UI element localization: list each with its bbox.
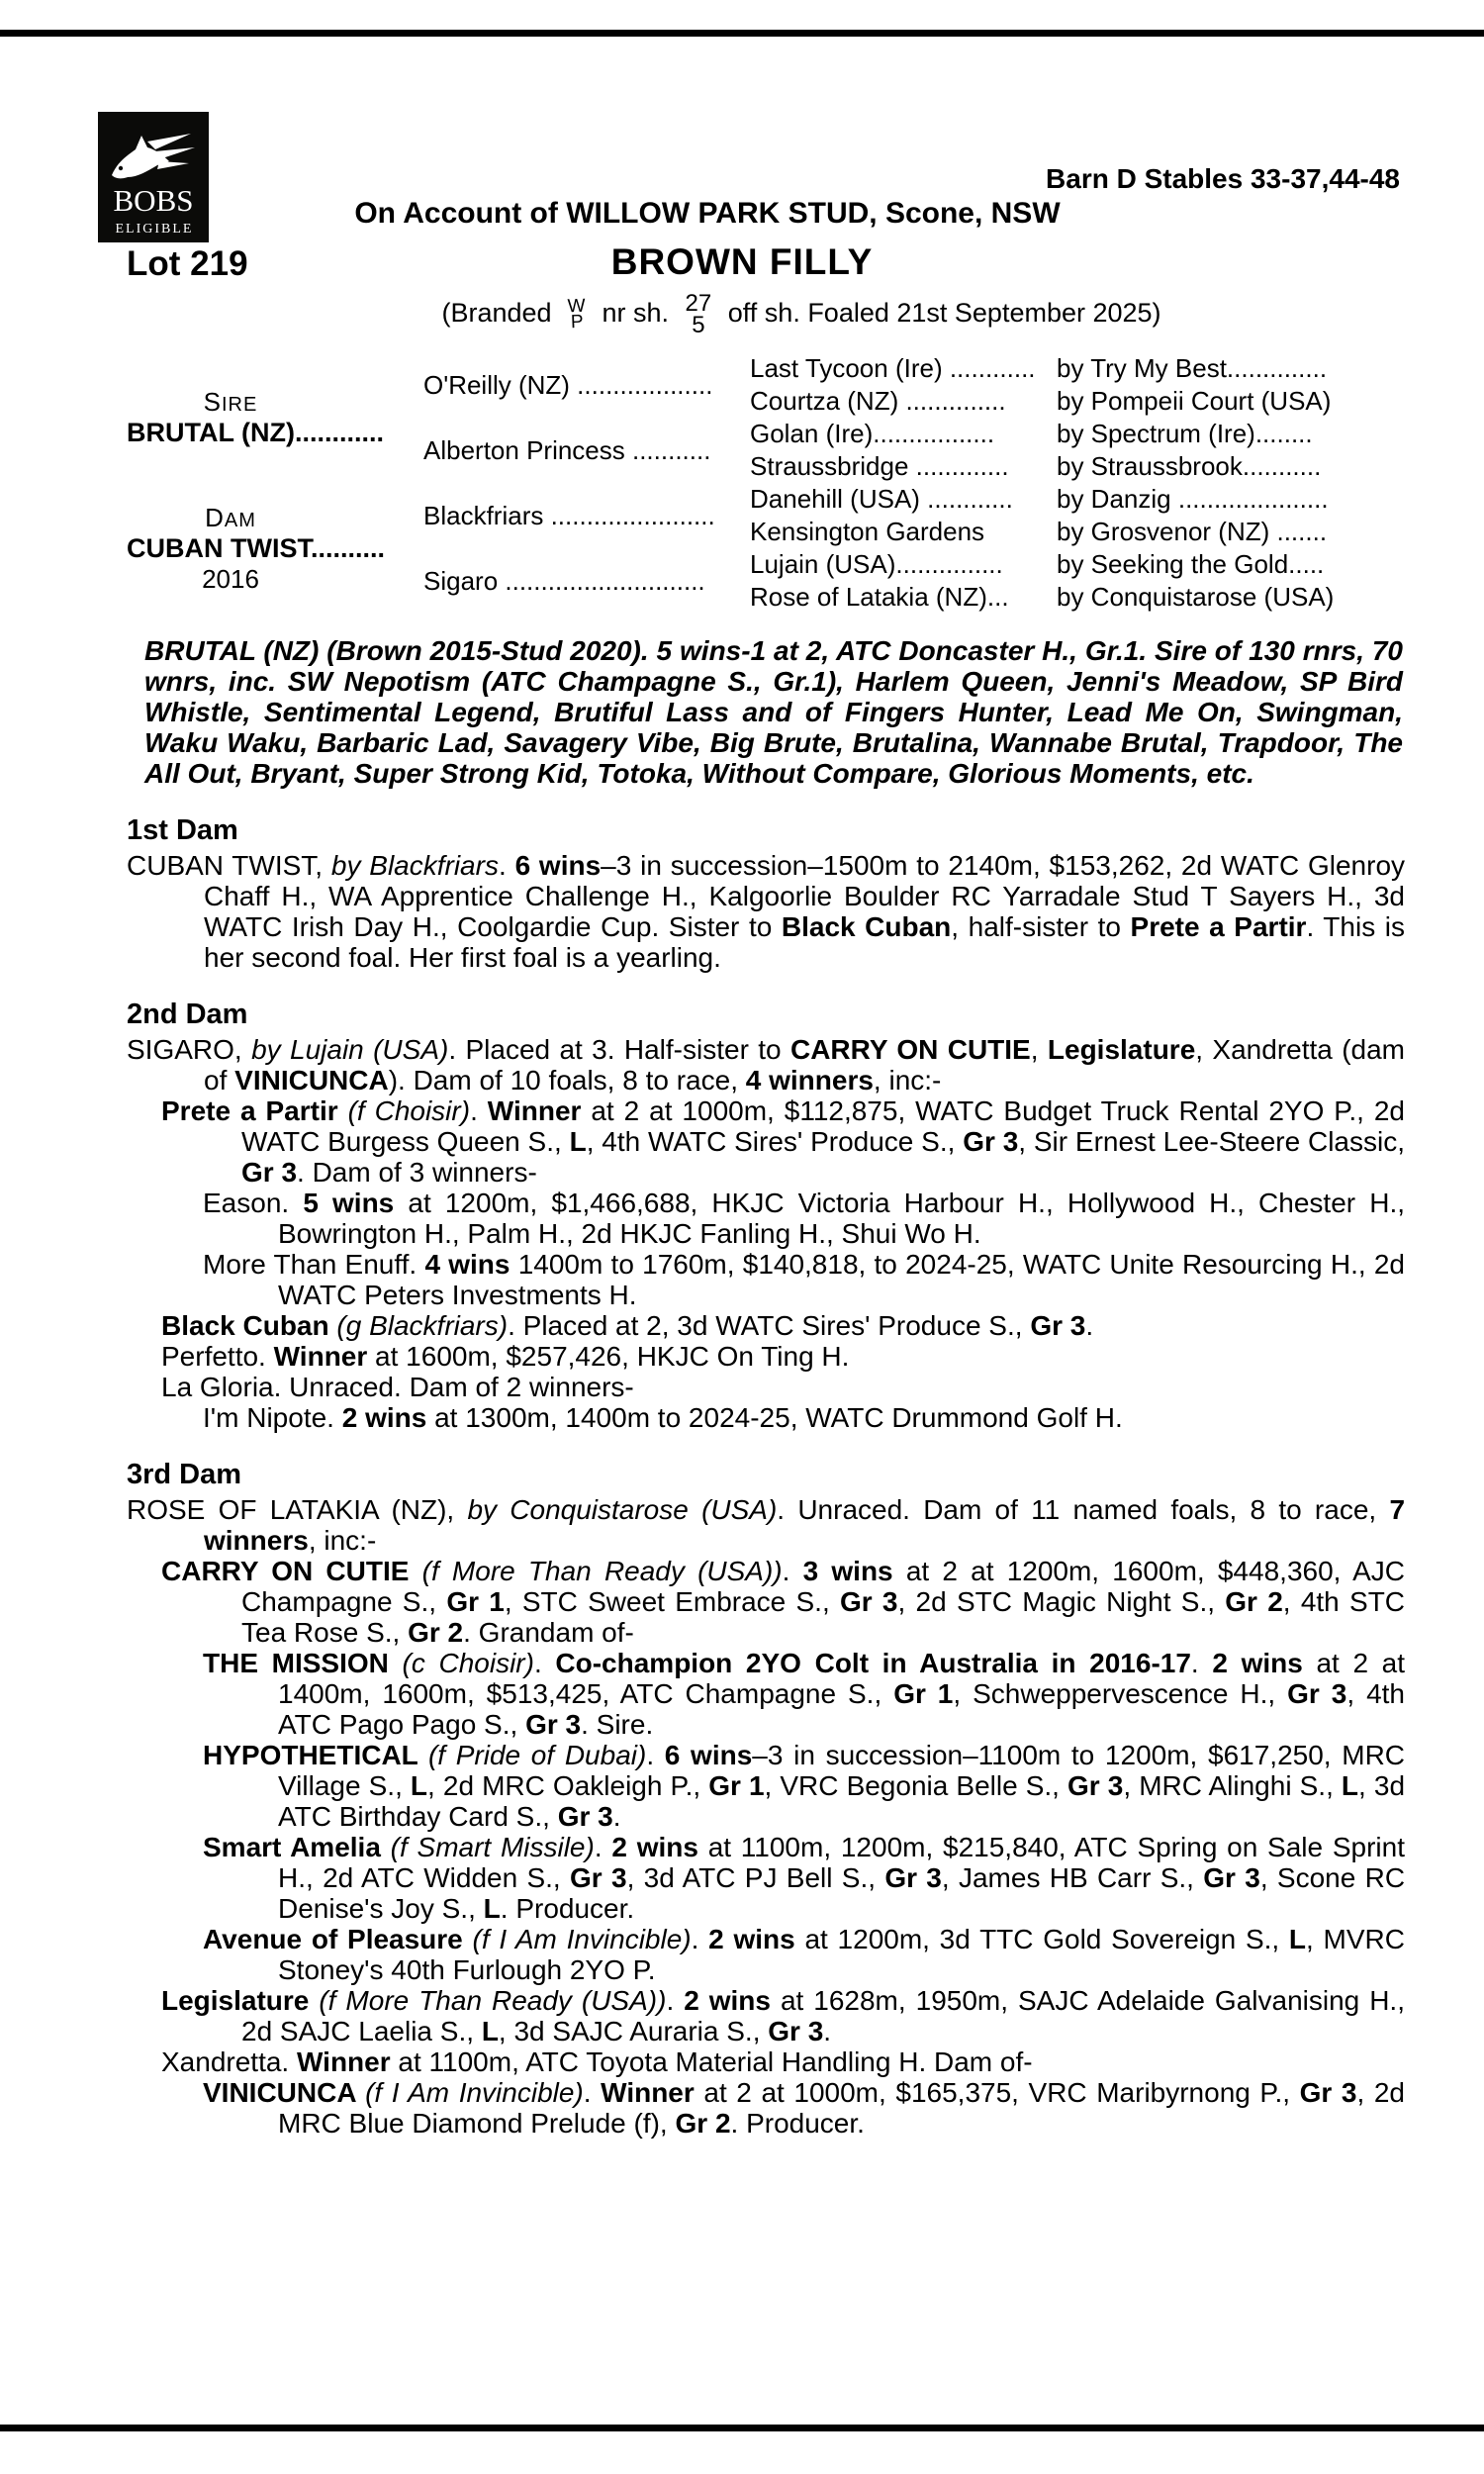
- pedigree-entry: La Gloria. Unraced. Dam of 2 winners-: [161, 1372, 634, 1402]
- pedigree-entry: CARRY ON CUTIE (f More Than Ready (USA)). 3 wins at 2 at 1200m, 1600m, $448,360, AJC Champagne S., Gr 1, STC Sweet Embrace S., Gr 3, 2d STC Magic Night S., Gr 2, 4th STC Tea Rose S., Gr 2. Grandam of-: [161, 1556, 1406, 1648]
- pedigree-entry: Avenue of Pleasure (f I Am Invincible). 2 wins at 1200m, 3d TTC Gold Sovereign S., L, MVRC Stoney's 40th Furlough 2YO P.: [203, 1924, 1405, 1985]
- gen2-ancestor: Sigaro ............................: [423, 565, 705, 596]
- pedigree-entry: HYPOTHETICAL (f Pride of Dubai). 6 wins–3 in succession–1100m to 1200m, $617,250, MRC Village S., L, 2d MRC Oakleigh P., Gr 1, VRC Begonia Belle S., Gr 3, MRC Alinghi S., L, 3d ATC Birthday Card S., Gr 3.: [203, 1740, 1406, 1832]
- gen3-ancestor-sire: by Pompeii Court (USA): [1057, 386, 1332, 416]
- nearside-brand-mark: [567, 295, 587, 333]
- pedigree-entry: Legislature (f More Than Ready (USA)). 2 wins at 1628m, 1950m, SAJC Adelaide Galvanising H., 2d SAJC Laelia S., L, 3d SAJC Auraria S., Gr 3.: [161, 1985, 1405, 2046]
- gen3-ancestor: Lujain (USA)...............: [750, 549, 1003, 579]
- top-rule: [0, 30, 1484, 37]
- dam-section-heading: 2nd Dam: [127, 999, 248, 1030]
- gen3-ancestor: Kensington Gardens: [750, 517, 985, 546]
- barn-info: Barn D Stables 33-37,44-48: [1046, 163, 1400, 194]
- gen2-ancestor: Alberton Princess ...........: [423, 434, 711, 465]
- logo-text-bobs: BOBS: [113, 183, 194, 218]
- brand-bottom-num: 5: [692, 312, 705, 338]
- pedigree-entry: VINICUNCA (f I Am Invincible). Winner at 2 at 1000m, $165,375, VRC Maribyrnong P., Gr 3, 2d MRC Blue Diamond Prelude (f), Gr 2. Producer.: [203, 2077, 1405, 2139]
- pedigree-entry: ROSE OF LATAKIA (NZ), by Conquistarose (USA). Unraced. Dam of 11 named foals, 8 to race, 7 winners, inc:-: [127, 1494, 1406, 1556]
- pedigree-entry: Eason. 5 wins at 1200m, $1,466,688, HKJC Victoria Harbour H., Hollywood H., Chester H., Bowrington H., Palm H., 2d HKJC Fanling H., Shui Wo H.: [203, 1188, 1406, 1249]
- dam-section-heading: 1st Dam: [127, 814, 238, 846]
- gen3-ancestor: Straussbridge .............: [750, 451, 1009, 481]
- pedigree-entry: THE MISSION (c Choisir). Co-champion 2YO Colt in Australia in 2016-17. 2 wins at 2 at 1400m, 1600m, $513,425, ATC Champagne S., Gr 1, Schweppervescence H., Gr 3, 4th ATC Pago Pago S., Gr 3. Sire.: [203, 1648, 1406, 1740]
- gen3-ancestor-sire: by Danzig .....................: [1057, 484, 1329, 514]
- gen3-ancestor: Last Tycoon (Ire) ............: [750, 353, 1036, 383]
- logo-text-eligible: ELIGIBLE: [115, 222, 194, 237]
- bottom-rule: [0, 2425, 1484, 2431]
- brand-top-char: W: [567, 295, 587, 318]
- brand-top-num: 27: [685, 290, 712, 317]
- brand-bottom-char: P: [570, 311, 584, 333]
- lot-number: Lot 219: [127, 244, 248, 283]
- offside-brand-mark: [685, 290, 712, 338]
- gen3-ancestor: Rose of Latakia (NZ)...: [750, 582, 1009, 612]
- pedigree-entry: Smart Amelia (f Smart Missile). 2 wins at 1100m, 1200m, $215,840, ATC Spring on Sale Sprint H., 2d ATC Widden S., Gr 3, 3d ATC PJ Bell S., Gr 3, James HB Carr S., Gr 3, Scone RC Denise's Joy S., L. Producer.: [203, 1832, 1406, 1924]
- sire-label: SIRE: [203, 387, 258, 417]
- pedigree-entry: SIGARO, by Lujain (USA). Placed at 3. Half-sister to CARRY ON CUTIE, Legislature, Xandretta (dam of VINICUNCA). Dam of 10 foals, 8 to race, 4 winners, inc:-: [127, 1034, 1406, 1095]
- dam-label: DAM: [205, 502, 256, 532]
- gen3-ancestor: Danehill (USA) ............: [750, 484, 1013, 514]
- pedigree-entry: CUBAN TWIST, by Blackfriars. 6 wins–3 in succession–1500m to 2140m, $153,262, 2d WATC Glenroy Chaff H., WA Apprentice Challenge H., Kalgoorlie Boulder RC Yarradale Stud T Sayers H., 3d WATC Irish Day H., Coolgardie Cup. Sister to Black Cuban, half-sister to Prete a Partir. This is her second foal. Her first foal is a yearling.: [127, 850, 1406, 973]
- pedigree-entry: Prete a Partir (f Choisir). Winner at 2 at 1000m, $112,875, WATC Budget Truck Rental 2YO P., 2d WATC Burgess Queen S., L, 4th WATC Sires' Produce S., Gr 3, Sir Ernest Lee-Steere Classic, Gr 3. Dam of 3 winners-: [161, 1095, 1406, 1188]
- dam-cell: [127, 483, 423, 614]
- pedigree-entry: Black Cuban (g Blackfriars). Placed at 2, 3d WATC Sires' Produce S., Gr 3.: [161, 1310, 1094, 1341]
- gen3-ancestor-sire: by Straussbrook...........: [1057, 451, 1322, 481]
- brand-line-prefix: (Branded: [441, 298, 552, 329]
- gen3-ancestor-sire: by Spectrum (Ire)........: [1057, 419, 1313, 448]
- gen2-ancestor: O'Reilly (NZ) ...................: [423, 369, 713, 400]
- gen3-ancestor-sire: by Conquistarose (USA): [1057, 582, 1335, 612]
- sire-cell: [127, 352, 423, 483]
- pedigree-entry: More Than Enuff. 4 wins 1400m to 1760m, $140,818, to 2024-25, WATC Unite Resourcing H., 2d WATC Peters Investments H.: [203, 1249, 1405, 1310]
- sire-name: BRUTAL (NZ)............: [127, 418, 384, 447]
- sire-summary: BRUTAL (NZ) (Brown 2015-Stud 2020). 5 wins-1 at 2, ATC Doncaster H., Gr.1. Sire of 130 rnrs, 70 wnrs, inc. SW Nepotism (ATC Champagne S., Gr.1), Harlem Queen, Jenni's Meadow, SP Bird Whistle, Sentimental Legend, Brutiful Lass and of Fingers Hunter, Lead Me On, Swingman, Waku Waku, Barbaric Lad, Savagery Vibe, Big Brute, Brutalina, Wannabe Brutal, Trapdoor, The All Out, Bryant, Super Strong Kid, Totoka, Without Compare, Glorious Moments, etc.: [144, 635, 1403, 789]
- gen2-ancestor: Blackfriars .......................: [423, 500, 715, 530]
- horse-title: BROWN FILLY: [610, 241, 874, 282]
- gen3-ancestor: Golan (Ire).................: [750, 419, 995, 448]
- pedigree-entry: Perfetto. Winner at 1600m, $257,426, HKJC On Ting H.: [161, 1341, 850, 1372]
- gen3-ancestor-sire: by Try My Best..............: [1057, 353, 1328, 383]
- dam-name: CUBAN TWIST..........: [127, 532, 385, 563]
- brand-line: [198, 290, 1405, 338]
- gen3-ancestor-sire: by Seeking the Gold.....: [1057, 549, 1325, 579]
- dam-sections: [127, 814, 1405, 2139]
- pedigree-table: [127, 352, 1405, 614]
- pedigree-entry: I'm Nipote. 2 wins at 1300m, 1400m to 2024-25, WATC Drummond Golf H.: [203, 1402, 1123, 1433]
- brand-line-mid: nr sh.: [602, 298, 670, 329]
- pedigree-entry: Xandretta. Winner at 1100m, ATC Toyota Material Handling H. Dam of-: [161, 2046, 1033, 2077]
- gen3-ancestor-sire: by Grosvenor (NZ) .......: [1057, 517, 1328, 546]
- dam-year: 2016: [202, 563, 259, 594]
- dam-section-heading: 3rd Dam: [127, 1459, 242, 1490]
- gen3-ancestor: Courtza (NZ) ..............: [750, 386, 1006, 416]
- vendor-line: On Account of WILLOW PARK STUD, Scone, NSW: [354, 197, 1061, 230]
- brand-line-suffix: off sh. Foaled 21st September 2025): [727, 298, 1161, 329]
- pedigree-body: [127, 635, 1405, 2139]
